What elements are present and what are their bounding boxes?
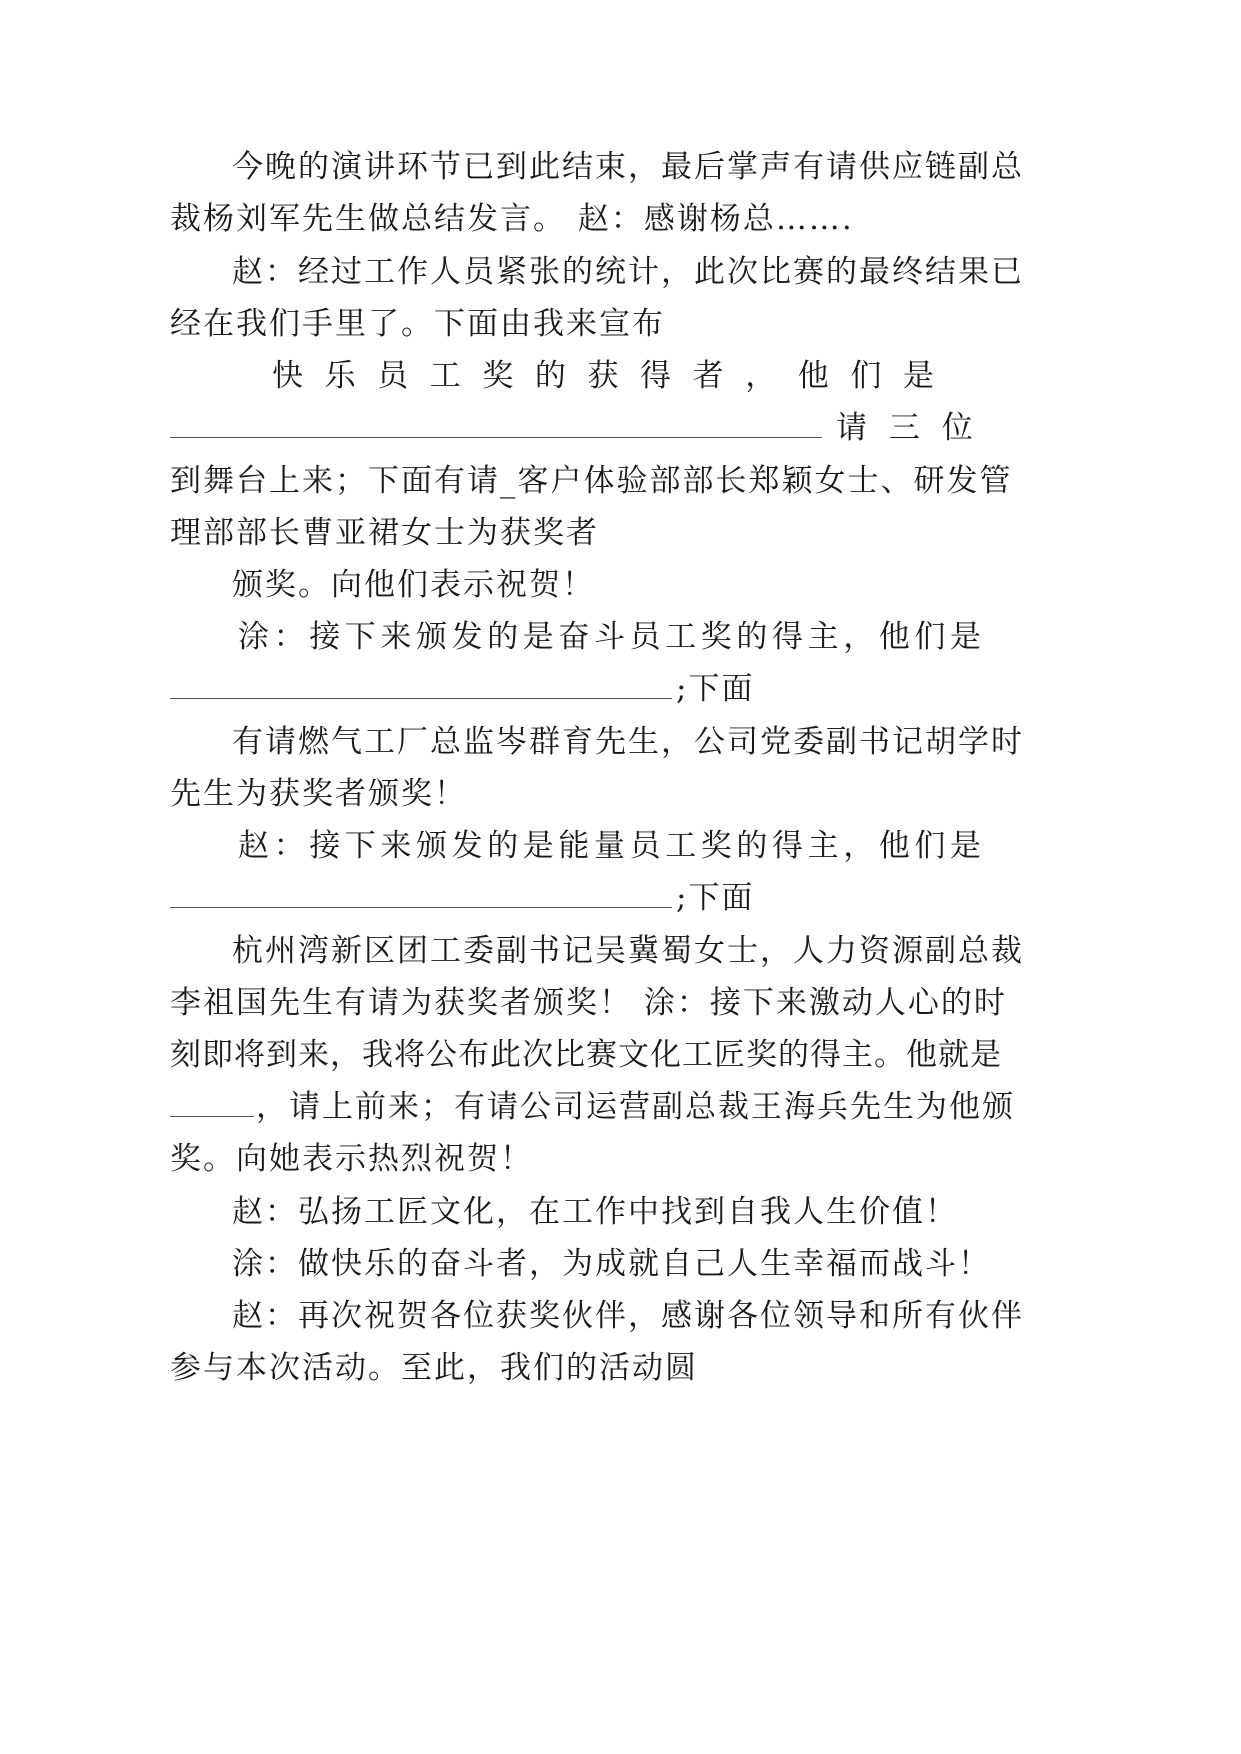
text-line: ;下面: [676, 880, 755, 916]
text-line: 颁奖。向他们表示祝贺！: [232, 567, 595, 603]
text-line: 到舞台上来；下面有请_客户体验部部长郑颖女士、研发管: [170, 463, 1013, 499]
text-line: 经在我们手里了。下面由我来宣布: [170, 306, 665, 342]
text-line: 赵：接下来颁发的是能量员工奖的得主，他们是: [238, 828, 986, 864]
text-line: 涂：做快乐的奋斗者，为成就自己人生幸福而战斗！: [232, 1246, 991, 1282]
text-line: 赵：弘扬工匠文化，在工作中找到自我人生价值！: [232, 1194, 958, 1230]
text-line: 杭州湾新区团工委副书记吴冀蜀女士，人力资源副总裁: [232, 933, 1024, 969]
blank-line-row: [170, 1092, 254, 1123]
text-line: 刻即将到来，我将公布此次比赛文化工匠奖的得主。他就是: [170, 1037, 1002, 1073]
text-line: 赵：经过工作人员紧张的统计，此次比赛的最终结果已: [232, 254, 1024, 290]
text-line: 裁杨刘军先生做总结发言。 赵：感谢杨总…….: [170, 201, 854, 237]
text-line: 理部部长曹亚裙女士为获奖者: [170, 515, 599, 551]
blank-line-row: [170, 413, 822, 444]
blank-line-row: [170, 674, 672, 705]
text-line: 先生为获奖者颁奖！: [170, 776, 467, 812]
fill-in-blank: [170, 1094, 254, 1117]
text-line: ，请上前来；有请公司运营副总裁王海兵先生为他颁: [256, 1089, 1015, 1125]
text-line: ;下面: [676, 671, 755, 707]
fill-in-blank: [170, 676, 672, 699]
text-line: 请 三 位: [836, 410, 979, 446]
spaced-text-line: 快 乐 员 工 奖 的 获 得 者 ， 他 们 是: [272, 358, 936, 394]
text-line: 奖。向她表示热烈祝贺！: [170, 1141, 533, 1177]
text-line: 今晚的演讲环节已到此结束，最后掌声有请供应链副总: [232, 149, 1024, 185]
text-line: 有请燃气工厂总监岑群育先生，公司党委副书记胡学时: [232, 724, 1024, 760]
text-line: 赵：再次祝贺各位获奖伙伴，感谢各位领导和所有伙伴: [232, 1298, 1024, 1334]
blank-line-row: [170, 883, 672, 914]
text-line: 李祖国先生有请为获奖者颁奖！ 涂：接下来激动人心的时: [170, 985, 1007, 1021]
text-line: 涂：接下来颁发的是奋斗员工奖的得主，他们是: [238, 619, 986, 655]
fill-in-blank: [170, 415, 822, 438]
text-line: 参与本次活动。至此，我们的活动圆: [170, 1350, 698, 1386]
fill-in-blank: [170, 885, 672, 908]
